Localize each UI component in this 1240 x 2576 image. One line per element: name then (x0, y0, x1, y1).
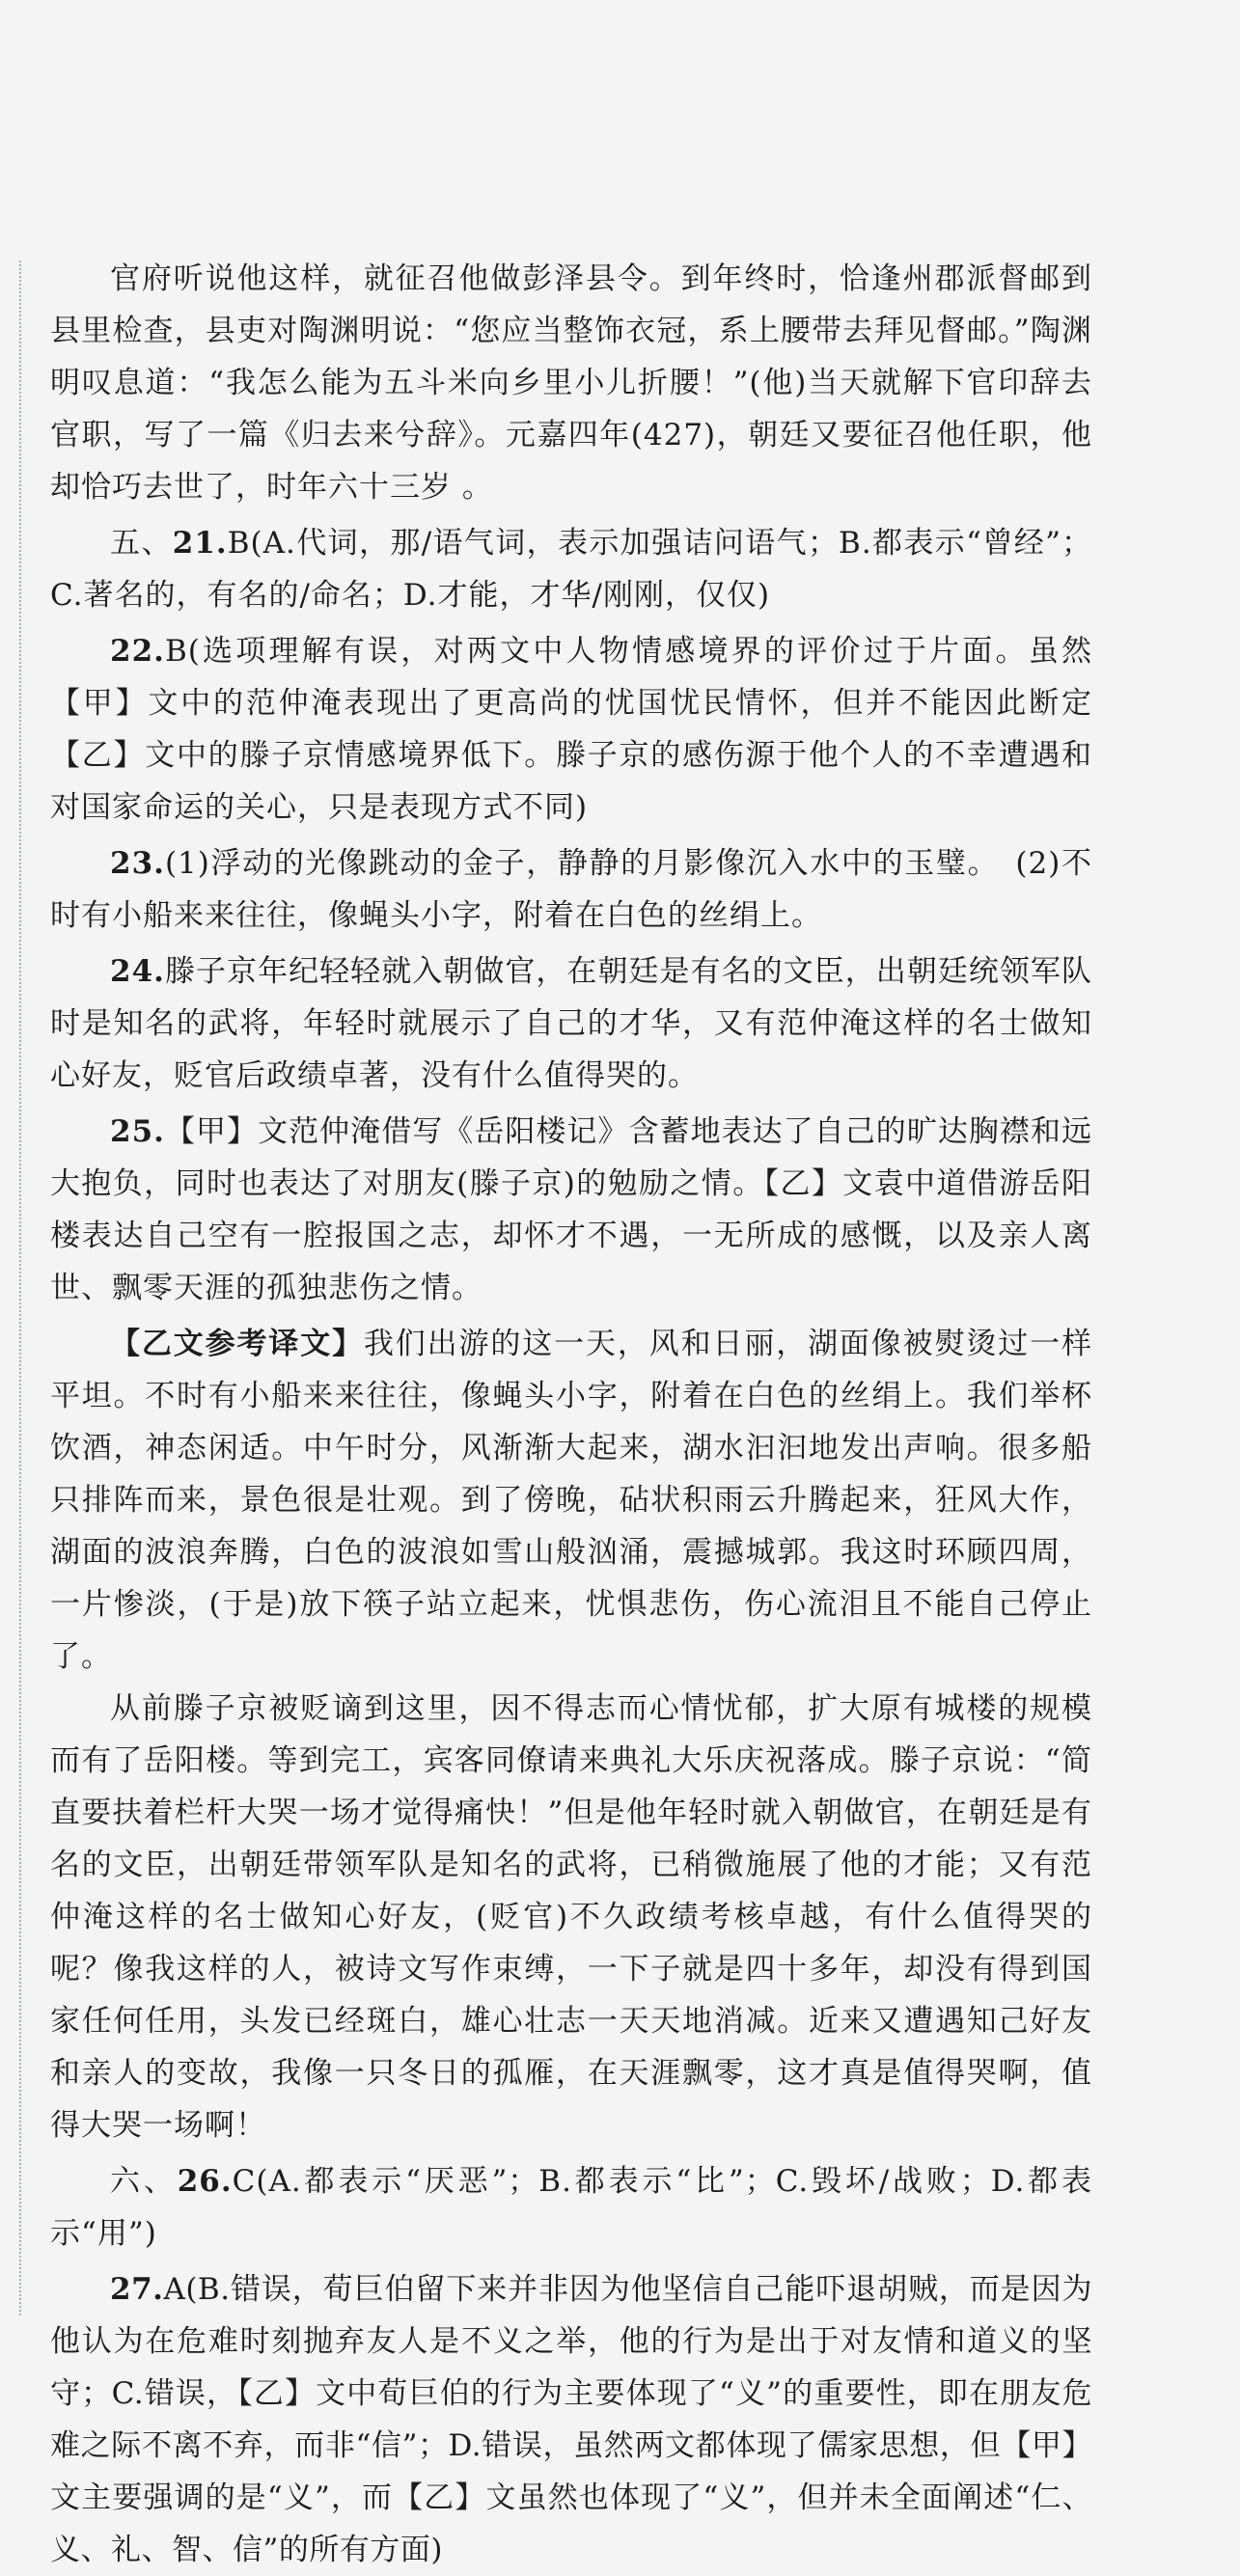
translation-text: 我们出游的这一天，风和日丽，湖面像被熨烫过一样平坦。不时有小船来来往往，像蝇头小字，附着在白色的丝绢上。我们举杯饮酒，神态闲适。中午时分，风渐渐大起来，湖水汩汩地发出声响。很多船只排阵而来，景色很是壮观。到了傍晚，砧状积雨云升腾起来，狂风大作，湖面的波浪奔腾，白色的波浪如雪山般汹涌，震撼城郭。我这时环顾四周，一片惨淡，(于是)放下筷子站立起来，忧惧悲伤，伤心流泪且不能自己停止了。 (50, 1327, 1093, 1674)
question-number: 27. (110, 2272, 164, 2307)
section-marker: 六、 (110, 2164, 178, 2199)
question-number: 23. (110, 846, 165, 881)
reference-translation (50, 1318, 1092, 1683)
answer-22 (50, 625, 1092, 834)
answer-text: A(B.错误，荀巨伯留下来并非因为他坚信自己能吓退胡贼，而是因为他认为在危难时刻抛弃友人是不义之举，他的行为是出于对友情和道义的坚守；C.错误，【乙】文中荀巨伯的行为主要体现了“义”的重要性，即在朋友危难之际不离不弃，而非“信”；D.错误，虽然两文都体现了儒家思想，但【甲】文主要强调的是“义”，而【乙】文虽然也体现了“义”，但并未全面阐述“仁、义、礼、智、信”的所有方面) (50, 2272, 1092, 2567)
answer-text: 【甲】文范仲淹借写《岳阳楼记》含蓄地表达了自己的旷达胸襟和远大抱负，同时也表达了对朋友(滕子京)的勉励之情。【乙】文袁中道借游岳阳楼表达自己空有一腔报国之志，却怀才不遇，一无所成的感慨，以及亲人离世、飘零天涯的孤独悲伤之情。 (50, 1114, 1092, 1305)
section-marker: 五、 (110, 526, 173, 561)
translation-paragraph (50, 253, 1092, 513)
question-number: 25. (110, 1114, 165, 1149)
answer-23 (50, 837, 1092, 942)
answer-27 (50, 2263, 1092, 2576)
question-number: 22. (110, 634, 165, 669)
answer-text: (1)浮动的光像跳动的金子，静静的月影像沉入水中的玉璧。 (2)不时有小船来来往往，像蝇头小字，附着在白色的丝绢上。 (50, 846, 1092, 933)
answer-text: C(A.都表示“厌恶”；B.都表示“比”；C.毁坏/战败；D.都表示“用”) (50, 2164, 1092, 2251)
answer-21 (50, 517, 1092, 621)
answer-text: B(选项理解有误，对两文中人物情感境界的评价过于片面。虽然【甲】文中的范仲淹表现出了更高尚的忧国忧民情怀，但并不能因此断定【乙】文中的滕子京情感境界低下。滕子京的感伤源于他个人的不幸遭遇和对国家命运的关心，只是表现方式不同) (50, 634, 1092, 825)
binding-margin-line (19, 260, 21, 2316)
translation-text: 从前滕子京被贬谪到这里，因不得志而心情忧郁，扩大原有城楼的规模而有了岳阳楼。等到完工，宾客同僚请来典礼大乐庆祝落成。滕子京说：“简直要扶着栏杆大哭一场才觉得痛快！”但是他年轻时就入朝做官，在朝廷是有名的文臣，出朝廷带领军队是知名的武将，已稍微施展了他的才能；又有范仲淹这样的名士做知心好友，(贬官)不久政绩考核卓越，有什么值得哭的呢？像我这样的人，被诗文写作束缚，一下子就是四十多年，却没有得到国家任何任用，头发已经斑白，雄心壮志一天天地消减。近来又遭遇知己好友和亲人的变故，我像一只冬日的孤雁，在天涯飘零，这才真是值得哭啊，值得大哭一场啊！ (50, 1691, 1092, 2143)
answer-24 (50, 945, 1092, 1102)
reference-translation-continued (50, 1683, 1092, 2151)
translation-heading: 【乙文参考译文】 (110, 1327, 364, 1361)
paragraph-text: 官府听说他这样，就征召他做彭泽县令。到年终时，恰逢州郡派督邮到县里检查，县吏对陶渊明说：“您应当整饰衣冠，系上腰带去拜见督邮。”陶渊明叹息道：“我怎么能为五斗米向乡里小儿折腰！”(他)当天就解下官印辞去官职，写了一篇《归去来兮辞》。元嘉四年(427)，朝廷又要征召他任职，他却恰巧去世了，时年六十三岁 。 (50, 261, 1092, 505)
answer-text: B(A.代词，那/语气词，表示加强诘问语气；B.都表示“曾经”；C.著名的，有名的/命名；D.才能，才华/刚刚，仅仅) (50, 526, 1093, 613)
answer-text-body (50, 253, 1092, 2576)
answer-26 (50, 2155, 1092, 2260)
question-number: 24. (110, 954, 165, 989)
answer-text: 滕子京年纪轻轻就入朝做官，在朝廷是有名的文臣，出朝廷统领军队时是知名的武将，年轻时就展示了自己的才华，又有范仲淹这样的名士做知心好友，贬官后政绩卓著，没有什么值得哭的。 (50, 954, 1092, 1093)
question-number: 26. (177, 2164, 233, 2199)
question-number: 21. (172, 526, 228, 561)
answer-25 (50, 1106, 1092, 1314)
